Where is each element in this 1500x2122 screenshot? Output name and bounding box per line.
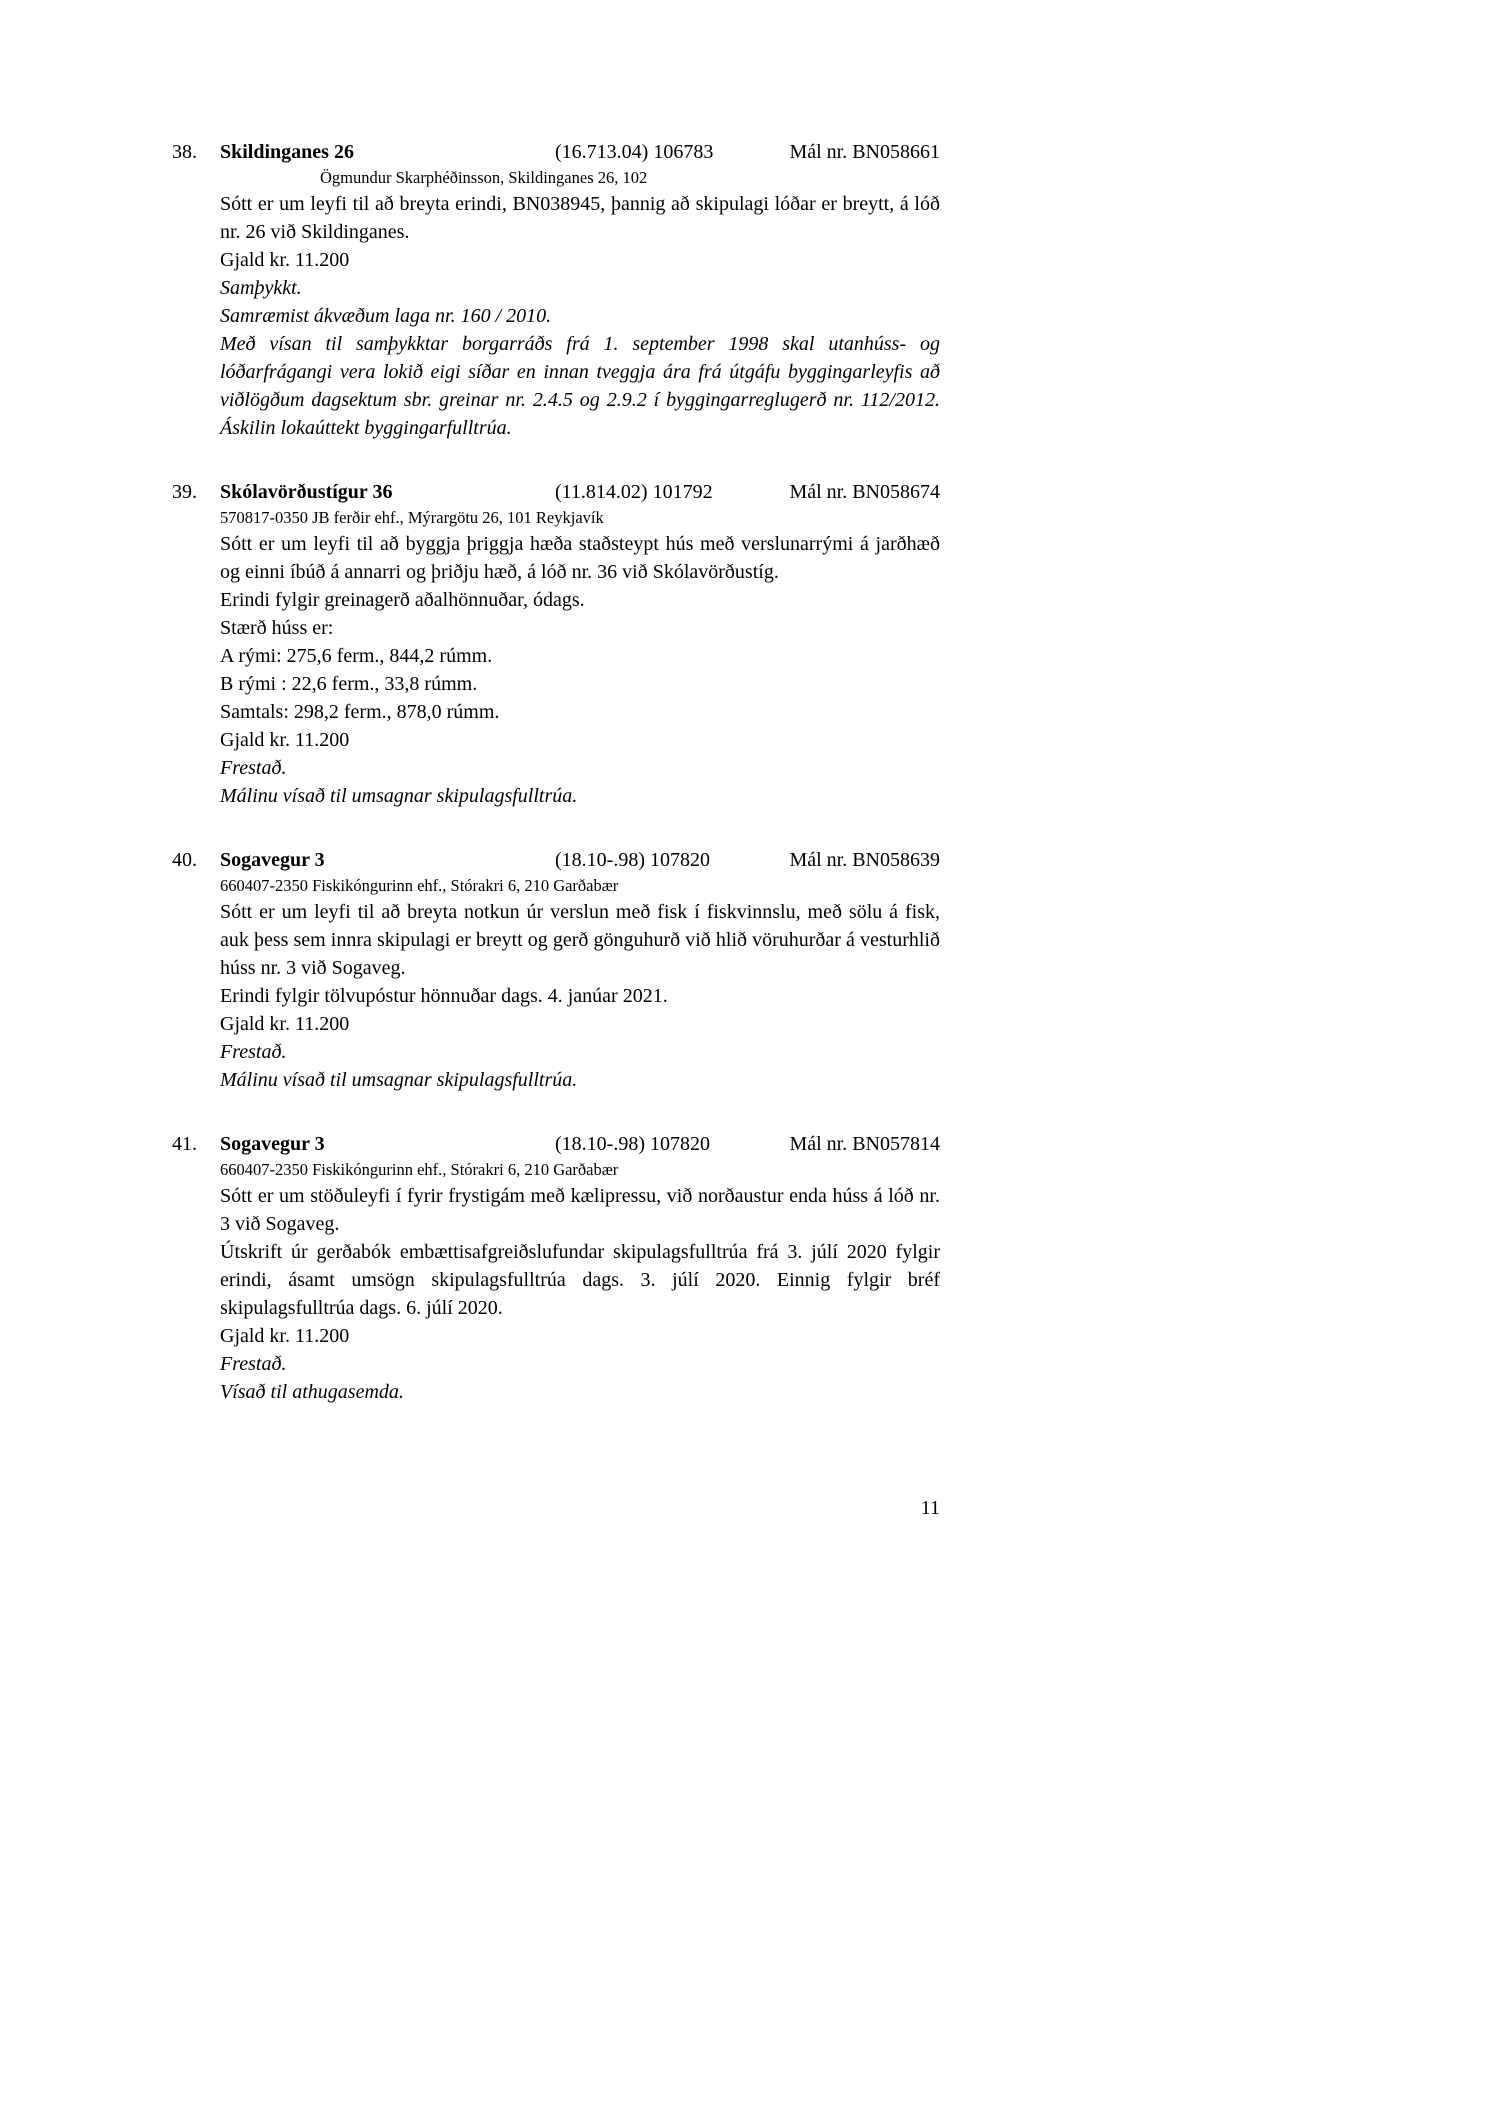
agenda-item-41: [172, 1130, 940, 1406]
item-note: Samræmist ákvæðum laga nr. 160 / 2010.: [220, 305, 552, 327]
item-resolution: Frestað.: [220, 1353, 287, 1375]
item-size-line: B rými : 22,6 ferm., 33,8 rúmm.: [220, 673, 478, 695]
item-number: 40.: [172, 849, 197, 871]
item-paragraph: Sótt er um leyfi til að byggja þriggja hæða staðsteypt hús með verslunarrými á jarðhæð og einni íbúð á annarri og þriðju hæð, á lóð nr. 36 við Skólavörðustíg.: [220, 533, 940, 583]
item-case-number: Mál nr. BN058674: [789, 481, 940, 503]
item-owner: 660407-2350 Fiskikóngurinn ehf., Stórakri 6, 210 Garðabær: [220, 1160, 619, 1179]
item-paragraph: Sótt er um leyfi til að breyta erindi, BN038945, þannig að skipulagi lóðar er breytt, á lóð nr. 26 við Skildinganes.: [220, 193, 940, 243]
item-reference-number: (16.713.04) 106783: [555, 141, 714, 163]
item-fee: Gjald kr. 11.200: [220, 1325, 350, 1347]
item-header: [172, 138, 940, 166]
page-number: 11: [920, 1497, 940, 1519]
item-owner: 660407-2350 Fiskikóngurinn ehf., Stórakri 6, 210 Garðabær: [220, 876, 619, 895]
item-owner: 570817-0350 JB ferðir ehf., Mýrargötu 26, 101 Reykjavík: [220, 508, 604, 527]
item-resolution: Frestað.: [220, 757, 287, 779]
item-header: [172, 846, 940, 874]
item-number: 38.: [172, 141, 197, 163]
agenda-item-38: [172, 138, 940, 442]
item-title: Skólavörðustígur 36: [220, 481, 393, 503]
item-number: 39.: [172, 481, 197, 503]
item-fee: Gjald kr. 11.200: [220, 249, 350, 271]
item-note: Málinu vísað til umsagnar skipulagsfulltrúa.: [220, 785, 578, 807]
item-fee: Gjald kr. 11.200: [220, 729, 350, 751]
agenda-item-39: [172, 478, 940, 810]
item-case-number: Mál nr. BN058639: [789, 849, 940, 871]
item-paragraph: Erindi fylgir tölvupóstur hönnuðar dags. 4. janúar 2021.: [220, 985, 668, 1007]
item-paragraph: Erindi fylgir greinagerð aðalhönnuðar, ódags.: [220, 589, 585, 611]
agenda-item-40: [172, 846, 940, 1094]
item-title: Sogavegur 3: [220, 1133, 325, 1155]
item-fee: Gjald kr. 11.200: [220, 1013, 350, 1035]
item-title: Skildinganes 26: [220, 141, 354, 163]
item-resolution: Frestað.: [220, 1041, 287, 1063]
item-size-line: Samtals: 298,2 ferm., 878,0 rúmm.: [220, 701, 500, 723]
item-case-number: Mál nr. BN058661: [789, 141, 940, 163]
item-note: Með vísan til samþykktar borgarráðs frá 1. september 1998 skal utanhúss- og lóðarfrágangi vera lokið eigi síðar en innan tveggja ára frá útgáfu byggingarleyfis að viðlögðum dagsektum sbr. greinar nr. 2.4.5 og 2.9.2 í byggingarreglugerð nr. 112/2012. Áskilin lokaúttekt byggingarfulltrúa.: [220, 333, 940, 439]
item-reference-number: (11.814.02) 101792: [555, 481, 713, 503]
item-owner: Ögmundur Skarphéðinsson, Skildinganes 26, 102: [320, 168, 648, 187]
item-note: Vísað til athugasemda.: [220, 1381, 404, 1403]
item-note: Málinu vísað til umsagnar skipulagsfulltrúa.: [220, 1069, 578, 1091]
item-resolution: Samþykkt.: [220, 277, 302, 299]
item-paragraph: Útskrift úr gerðabók embættisafgreiðslufundar skipulagsfulltrúa frá 3. júlí 2020 fylgir erindi, ásamt umsögn skipulagsfulltrúa dags. 3. júlí 2020. Einnig fylgir bréf skipulagsfulltrúa dags. 6. júlí 2020.: [220, 1241, 940, 1319]
item-paragraph: Sótt er um stöðuleyfi í fyrir frystigám með kælipressu, við norðaustur enda húss á lóð nr. 3 við Sogaveg.: [220, 1185, 940, 1235]
item-header: [172, 1130, 940, 1158]
item-paragraph: Stærð húss er:: [220, 617, 334, 639]
item-reference-number: (18.10-.98) 107820: [555, 849, 710, 871]
item-number: 41.: [172, 1133, 197, 1155]
item-header: [172, 478, 940, 506]
item-reference-number: (18.10-.98) 107820: [555, 1133, 710, 1155]
item-size-line: A rými: 275,6 ferm., 844,2 rúmm.: [220, 645, 493, 667]
document-content: [172, 138, 940, 1442]
item-title: Sogavegur 3: [220, 849, 325, 871]
item-paragraph: Sótt er um leyfi til að breyta notkun úr verslun með fisk í fiskvinnslu, með sölu á fisk, auk þess sem innra skipulagi er breytt og gerð gönguhurð við hlið vöruhurðar á vesturhlið húss nr. 3 við Sogaveg.: [220, 901, 940, 979]
item-case-number: Mál nr. BN057814: [789, 1133, 940, 1155]
